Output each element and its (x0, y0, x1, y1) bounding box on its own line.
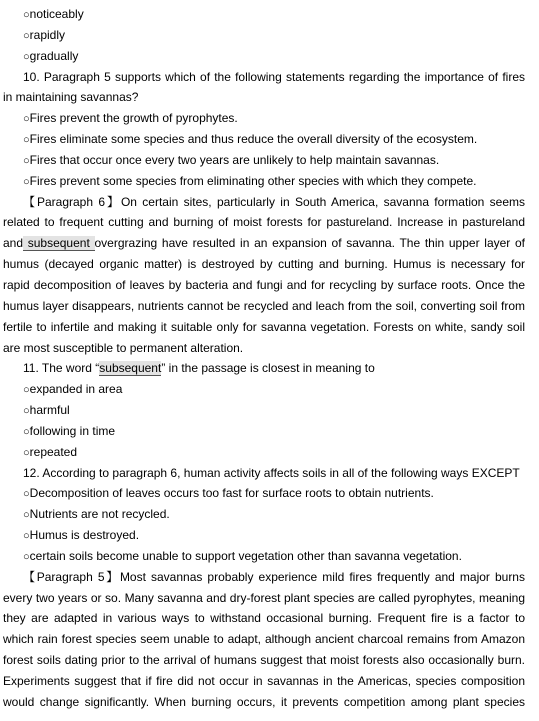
option-circle-icon: ○ (23, 9, 30, 21)
option-circle-icon: ○ (23, 384, 30, 397)
paragraph6-line: fertile to infertile and making it suitable only for savanna vegetation. Forests on white, sandy soil (3, 319, 525, 334)
q12-option[interactable]: ○Decomposition of leaves occurs too fast for surface roots to obtain nutrients. (23, 486, 434, 501)
paragraph6-line: are most susceptible to permanent alteration. (3, 340, 244, 355)
option-circle-icon: ○ (23, 405, 30, 418)
q11-option[interactable]: ○expanded in area (23, 382, 123, 397)
q9-option[interactable]: ○noticeably (23, 7, 84, 21)
q10-option[interactable]: ○Fires eliminate some species and thus reduce the overall diversity of the ecosystem. (23, 132, 478, 147)
option-circle-icon: ○ (23, 29, 30, 42)
q12-option[interactable]: ○certain soils become unable to support vegetation other than savanna vegetation. (23, 548, 462, 563)
highlighted-word[interactable]: subsequent (23, 236, 95, 251)
q9-option[interactable]: ○gradually (23, 48, 79, 63)
paragraph5-line: they are adapted in various ways to withstand occasional burning. Frequent fire is a factor to (3, 611, 525, 626)
option-circle-icon: ○ (23, 530, 30, 543)
option-circle-icon: ○ (23, 113, 30, 126)
paragraph5-line: 【Paragraph 5】Most savannas probably experience mild fires frequently and major burns (23, 569, 525, 584)
paragraph5-line: forest soils dating prior to the arrival of humans suggest that moist forests also occasionally burn. (3, 653, 525, 668)
option-circle-icon: ○ (23, 488, 30, 501)
paragraph6-line: and subsequent overgrazing have resulted in an expansion of savanna. The thin upper layer of (3, 236, 526, 251)
paragraph6-line: humus (decayed organic matter) is destroyed by cutting and burning. Humus is necessary for (3, 257, 525, 272)
option-circle-icon: ○ (23, 134, 30, 147)
q12-stem: 12. According to paragraph 6, human activity affects soils in all of the following ways EXCEPT (23, 465, 520, 480)
paragraph5-line: which rain forest species seem unable to adapt, although ancient charcoal remains from Amazon (3, 632, 525, 647)
q11-option[interactable]: ○harmful (23, 403, 70, 418)
highlighted-word[interactable]: subsequent (99, 361, 162, 376)
q12-option[interactable]: ○Humus is destroyed. (23, 528, 140, 543)
q12-option[interactable]: ○Nutrients are not recycled. (23, 507, 170, 522)
q11-option[interactable]: ○repeated (23, 444, 78, 459)
paragraph5-line: would change significantly. When burning occurs, it prevents competition among plant species (3, 694, 525, 709)
option-circle-icon: ○ (23, 425, 30, 438)
q10-stem-line: in maintaining savannas? (3, 90, 139, 105)
paragraph6-line: humus layer disappears, nutrients cannot be recycled and leach from the soil, converting soil from (3, 298, 525, 313)
paragraph6-line: rapid decomposition of leaves by bacteria and fungi and for recycling by surface roots. Once the (3, 277, 525, 292)
paragraph6-line: 【Paragraph 6】On certain sites, particularly in South America, savanna formation seems (23, 194, 525, 209)
q10-stem-line: 10. Paragraph 5 supports which of the following statements regarding the importance of fires (23, 69, 525, 84)
option-circle-icon: ○ (23, 446, 30, 459)
q11-option[interactable]: ○following in time (23, 423, 116, 438)
q11-stem: 11. The word “subsequent” in the passage is closest in meaning to (23, 361, 375, 376)
option-circle-icon: ○ (23, 50, 30, 63)
q9-option[interactable]: ○rapidly (23, 27, 66, 42)
paragraph6-line: related to frequent cutting and burning of moist forests for pastureland. Increase in pastureland (3, 215, 525, 230)
q10-option[interactable]: ○Fires prevent the growth of pyrophytes. (23, 111, 238, 126)
q10-option[interactable]: ○Fires that occur once every two years are unlikely to help maintain savannas. (23, 152, 440, 167)
option-circle-icon: ○ (23, 154, 30, 167)
option-circle-icon: ○ (23, 509, 30, 522)
paragraph5-line: Experiments suggest that if fire did not occur in savannas in the Americas, species composition (3, 674, 525, 688)
q10-option[interactable]: ○Fires prevent some species from eliminating other species with which they compete. (23, 173, 477, 188)
option-circle-icon: ○ (23, 550, 30, 563)
paragraph5-line: every two years or so. Many savanna and dry-forest plant species are called pyrophytes, meaning (3, 590, 525, 605)
option-circle-icon: ○ (23, 175, 30, 188)
